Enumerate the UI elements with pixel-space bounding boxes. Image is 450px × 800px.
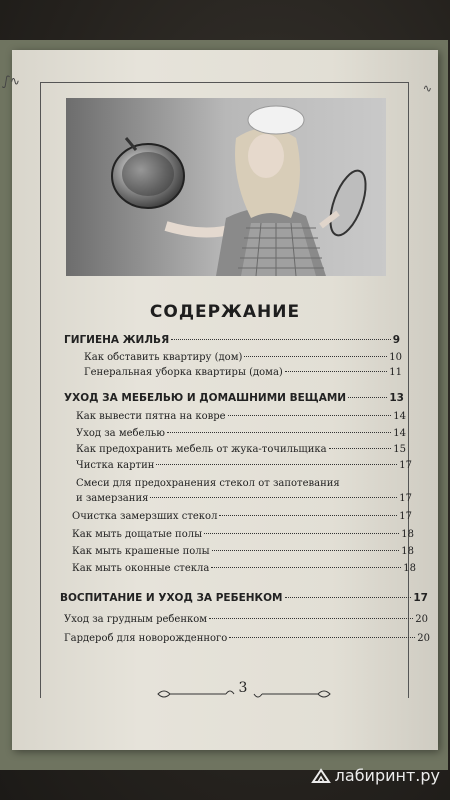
toc-entry-page: 14: [393, 411, 406, 422]
toc-item: [84, 367, 402, 378]
toc-item: [72, 546, 414, 557]
toc-entry-title: Очистка замерзших стекол: [72, 511, 218, 522]
toc-item: [76, 444, 406, 455]
toc-entry-title: ГИГИЕНА ЖИЛЬЯ: [64, 334, 170, 346]
toc-entry-page: 18: [403, 563, 416, 574]
toc-item: [64, 633, 430, 644]
toc-entry-title: Уход за мебелью: [76, 428, 165, 439]
footer-ornament-icon: [0, 684, 450, 704]
cover-photo: [66, 98, 386, 276]
right-border: [408, 82, 409, 698]
toc-entry-page: 17: [399, 460, 412, 471]
toc-item: [72, 511, 412, 522]
toc-section: [64, 334, 400, 346]
toc-item: [76, 411, 406, 422]
toc-item: [84, 352, 402, 363]
toc-entry-page: 11: [389, 367, 402, 378]
toc-entry-title: ВОСПИТАНИЕ И УХОД ЗА РЕБЕНКОМ: [60, 592, 283, 604]
toc-entry-page: 17: [413, 592, 428, 604]
toc-entry-page: 18: [401, 546, 414, 557]
toc-entry-page: 20: [417, 633, 430, 644]
watermark-text: лабиринт.ру: [334, 766, 440, 785]
toc-item: [76, 460, 412, 471]
toc-entry-title: Генеральная уборка квартиры (дома): [84, 367, 283, 378]
toc-item: [72, 563, 416, 574]
toc-entry-title: Как мыть оконные стекла: [72, 563, 210, 574]
toc-item: [76, 428, 406, 439]
toc-entry-page: 20: [415, 614, 428, 625]
toc-entry-title: Как вывести пятна на ковре: [76, 411, 226, 422]
labirint-logo-icon: [311, 768, 331, 784]
top-border: [40, 82, 408, 83]
corner-ornament-icon: ഽ∿: [2, 74, 20, 88]
toc-entry-title: Смеси для предохранения стекол от запотевания: [76, 478, 340, 489]
page-title: СОДЕРЖАНИЕ: [149, 302, 301, 322]
toc-entry-title: Как предохранить мебель от жука-точильщика: [76, 444, 327, 455]
corner-ornament-right-icon: ∿: [422, 82, 432, 95]
toc-entry-title: Как мыть крашеные полы: [72, 546, 210, 557]
left-border: [40, 82, 41, 698]
toc-item: [76, 478, 412, 489]
toc-entry-page: 10: [389, 352, 402, 363]
toc-entry-page: 18: [401, 529, 414, 540]
toc-entry-title: Как обставить квартиру (дом): [84, 352, 243, 363]
toc-entry-title: и замерзания: [76, 493, 149, 504]
toc-item: [72, 529, 414, 540]
toc-entry-title: УХОД ЗА МЕБЕЛЬЮ И ДОМАШНИМИ ВЕЩАМИ: [64, 392, 347, 404]
toc-entry-title: Чистка картин: [76, 460, 155, 471]
toc-section: [64, 392, 404, 404]
toc-item: [64, 614, 428, 625]
toc-entry-title: Гардероб для новорожденного: [64, 633, 228, 644]
toc-entry-page: 15: [393, 444, 406, 455]
toc-entry-page: 17: [399, 493, 412, 504]
watermark: [311, 766, 440, 785]
toc-entry-page: 13: [389, 392, 404, 404]
toc-section: [60, 592, 428, 604]
toc-entry-page: 17: [399, 511, 412, 522]
toc-entry-page: 14: [393, 428, 406, 439]
toc-entry-title: Уход за грудным ребенком: [64, 614, 208, 625]
toc-item: [76, 493, 412, 504]
toc-entry-title: Как мыть дощатые полы: [72, 529, 203, 540]
page-number: 3: [238, 680, 248, 696]
toc-entry-page: 9: [392, 334, 400, 346]
